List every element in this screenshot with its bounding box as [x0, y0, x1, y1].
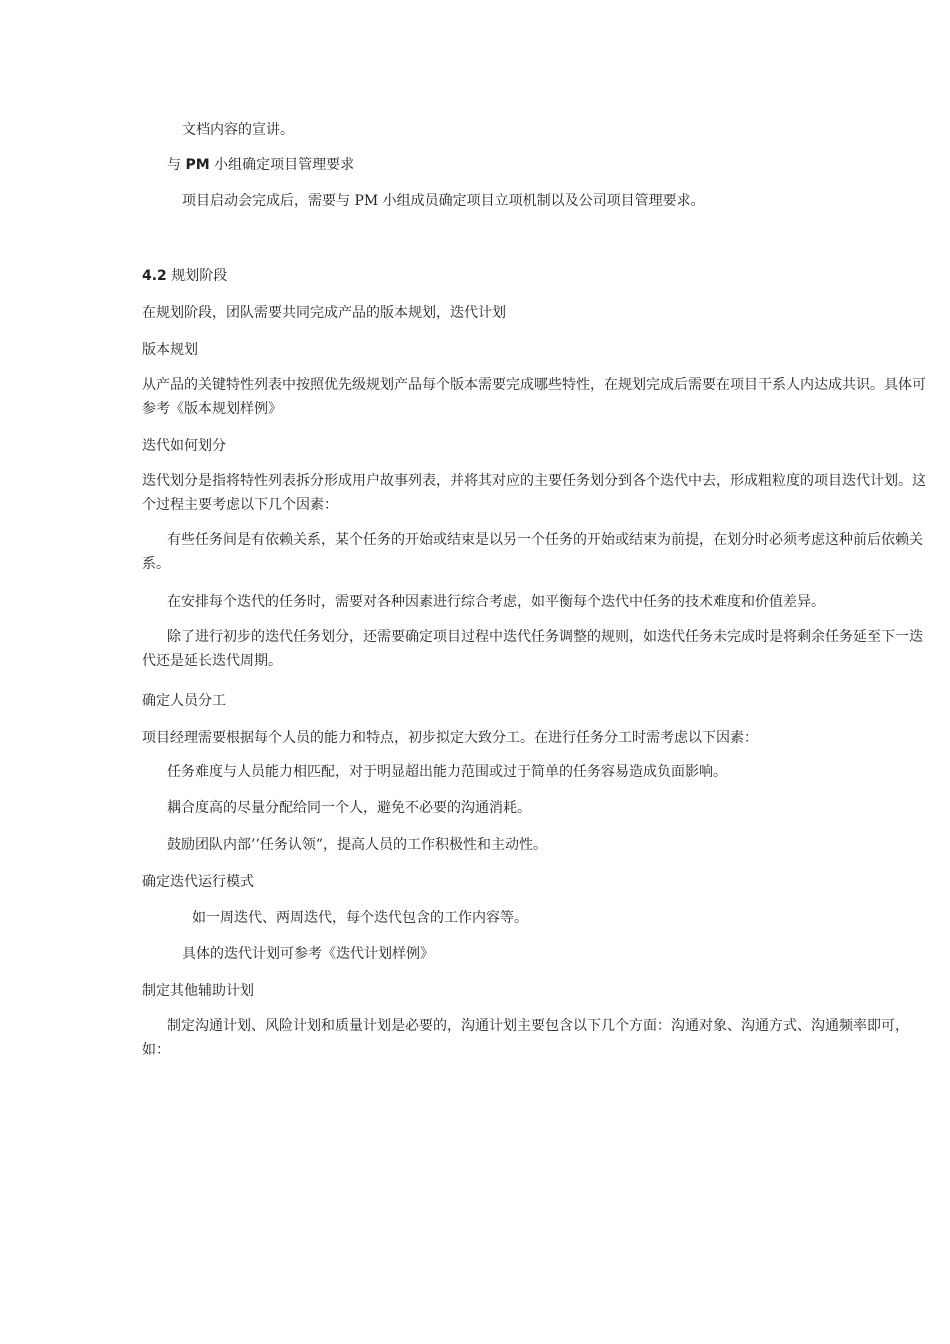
section-title: 规划阶段 — [171, 268, 228, 284]
paragraph: 除了进行初步的迭代任务划分，还需要确定项目过程中迭代任务调整的规则，如迭代任务未完成时是将剩余任务延至下一迭代还是延长迭代周期。 — [142, 629, 923, 669]
subheading-pm-requirements — [167, 156, 934, 174]
paragraph: 项目经理需要根据每个人员的能力和特点，初步拟定大致分工。在进行任务分工时需考虑以下因素： — [142, 730, 758, 746]
subheading-version-plan: 版本规划 — [142, 342, 198, 358]
subheading-iteration-split: 迭代如何划分 — [142, 438, 226, 454]
subheading-other-plans: 制定其他辅助计划 — [142, 983, 254, 999]
paragraph: 文档内容的宣讲。 — [182, 122, 294, 138]
paragraph: 制定沟通计划、风险计划和质量计划是必要的，沟通计划主要包含以下几个方面：沟通对象、沟通方式、沟通频率即可，如： — [142, 1018, 909, 1058]
section-number: 4.2 — [142, 268, 167, 284]
paragraph: 项目启动会完成后，需要与 PM 小组成员确定项目立项机制以及公司项目管理要求。 — [182, 193, 705, 209]
section-heading — [142, 267, 934, 285]
paragraph: 从产品的关键特性列表中按照优先级规划产品每个版本需要完成哪些特性，在规划完成后需要在项目干系人内达成共识。具体可参考《版本规划样例》 — [142, 377, 926, 417]
paragraph: 有些任务间是有依赖关系，某个任务的开始或结束是以另一个任务的开始或结束为前提，在划分时必须考虑这种前后依赖关系。 — [142, 532, 923, 572]
paragraph: 在安排每个迭代的任务时，需要对各种因素进行综合考虑，如平衡每个迭代中任务的技术难度和价值差异。 — [167, 594, 825, 610]
subheading-suffix: 小组确定项目管理要求 — [214, 157, 355, 173]
paragraph: 在规划阶段，团队需要共同完成产品的版本规划，迭代计划 — [142, 305, 506, 321]
subheading-staff-assignment: 确定人员分工 — [142, 693, 226, 709]
paragraph: 具体的迭代计划可参考《迭代计划样例》 — [182, 946, 434, 962]
subheading-iteration-mode: 确定迭代运行模式 — [142, 874, 254, 890]
paragraph: 鼓励团队内部’’任务认领”，提高人员的工作积极性和主动性。 — [167, 837, 548, 853]
paragraph: 迭代划分是指将特性列表拆分形成用户故事列表，并将其对应的主要任务划分到各个迭代中去，形成粗粒度的项目迭代计划。这个过程主要考虑以下几个因素： — [142, 473, 926, 513]
subheading-prefix: 与 — [167, 157, 181, 173]
paragraph: 任务难度与人员能力相匹配，对于明显超出能力范围或过于简单的任务容易造成负面影响。 — [167, 764, 727, 780]
subheading-bold-term: PM — [185, 157, 210, 173]
paragraph: 耦合度高的尽量分配给同一个人，避免不必要的沟通消耗。 — [167, 800, 531, 816]
paragraph: 如一周迭代、两周迭代，每个迭代包含的工作内容等。 — [192, 910, 528, 926]
